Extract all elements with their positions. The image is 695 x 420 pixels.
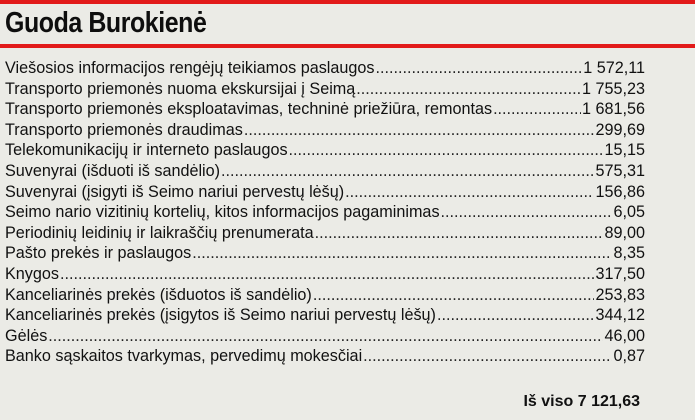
dot-leader: [244, 120, 595, 141]
person-name-heading: Guoda Burokienė: [5, 7, 207, 39]
expense-amount: 299,69: [595, 120, 645, 139]
expense-amount: 344,12: [595, 306, 645, 325]
expense-amount: 156,86: [595, 182, 645, 201]
expense-label: Kanceliarinės prekės (išduotos iš sandėlio): [5, 285, 312, 304]
expense-label: Transporto priemonės nuoma ekskursijai į Seimą: [5, 79, 356, 98]
expense-label: Seimo nario vizitinių kortelių, kitos informacijos pagaminimas: [5, 203, 440, 222]
expense-label: Telekomunikacijų ir interneto paslaugos: [5, 141, 288, 160]
expense-amount: 6,05: [613, 203, 645, 222]
expense-label: Viešosios informacijos rengėjų teikiamos paslaugos: [5, 59, 375, 77]
expense-row: [5, 326, 645, 347]
expense-label: Banko sąskaitos tvarkymas, pervedimų mokesčiai: [5, 347, 363, 366]
expense-amount: 1 755,23: [581, 79, 645, 98]
expense-label: Knygos: [5, 264, 59, 283]
dot-leader: [60, 264, 594, 285]
title-red-rule: [0, 44, 695, 48]
expense-amount: 0,87: [613, 347, 645, 366]
expense-row: [5, 243, 645, 264]
expense-amount: 253,83: [595, 285, 645, 304]
expense-row: [5, 305, 645, 326]
dot-leader: [441, 202, 613, 223]
dot-leader: [48, 326, 603, 347]
dot-leader: [289, 140, 604, 161]
dot-leader: [192, 243, 612, 264]
expense-row: [5, 58, 645, 79]
dot-leader: [313, 285, 595, 306]
expense-amount: 317,50: [595, 264, 645, 283]
dot-leader: [437, 305, 595, 326]
dot-leader: [493, 99, 581, 120]
dot-leader: [221, 161, 594, 182]
dot-leader: [376, 58, 583, 79]
expense-row: [5, 285, 645, 306]
expense-label: Pašto prekės ir paslaugos: [5, 244, 192, 263]
expense-row: [5, 161, 645, 182]
expense-row: [5, 346, 645, 367]
expense-row: [5, 140, 645, 161]
expense-row: [5, 182, 645, 203]
expense-row: [5, 202, 645, 223]
expense-row: [5, 120, 645, 141]
expense-label: Periodinių leidinių ir laikraščių prenumerata: [5, 223, 314, 242]
expense-amount: 46,00: [604, 326, 645, 345]
expense-amount: 1 572,11: [583, 59, 645, 77]
expense-row: [5, 99, 645, 120]
total-amount: Iš viso 7 121,63: [523, 393, 640, 410]
expense-label: Transporto priemonės eksploatavimas, techninė priežiūra, remontas: [5, 100, 493, 119]
expense-amount: 8,35: [613, 244, 645, 263]
expense-amount: 1 681,56: [581, 100, 645, 119]
expense-label: Suvenyrai (įsigyti iš Seimo nariui pervestų lėšų): [5, 182, 345, 201]
expense-amount: 89,00: [604, 223, 645, 242]
dot-leader: [345, 182, 594, 203]
dot-leader: [356, 79, 581, 100]
expense-label: Gėlės: [5, 326, 48, 345]
expense-label: Kanceliarinės prekės (įsigytos iš Seimo nariui pervestų lėšų): [5, 306, 436, 325]
expense-row: [5, 264, 645, 285]
expense-amount: 15,15: [604, 141, 645, 160]
expense-amount: 575,31: [595, 161, 645, 180]
dot-leader: [315, 223, 604, 244]
dot-leader: [363, 346, 612, 367]
expense-list: [5, 58, 645, 367]
expense-label: Suvenyrai (išduoti iš sandėlio): [5, 161, 221, 180]
expense-row: [5, 223, 645, 244]
expense-row: [5, 79, 645, 100]
expense-label: Transporto priemonės draudimas: [5, 120, 243, 139]
